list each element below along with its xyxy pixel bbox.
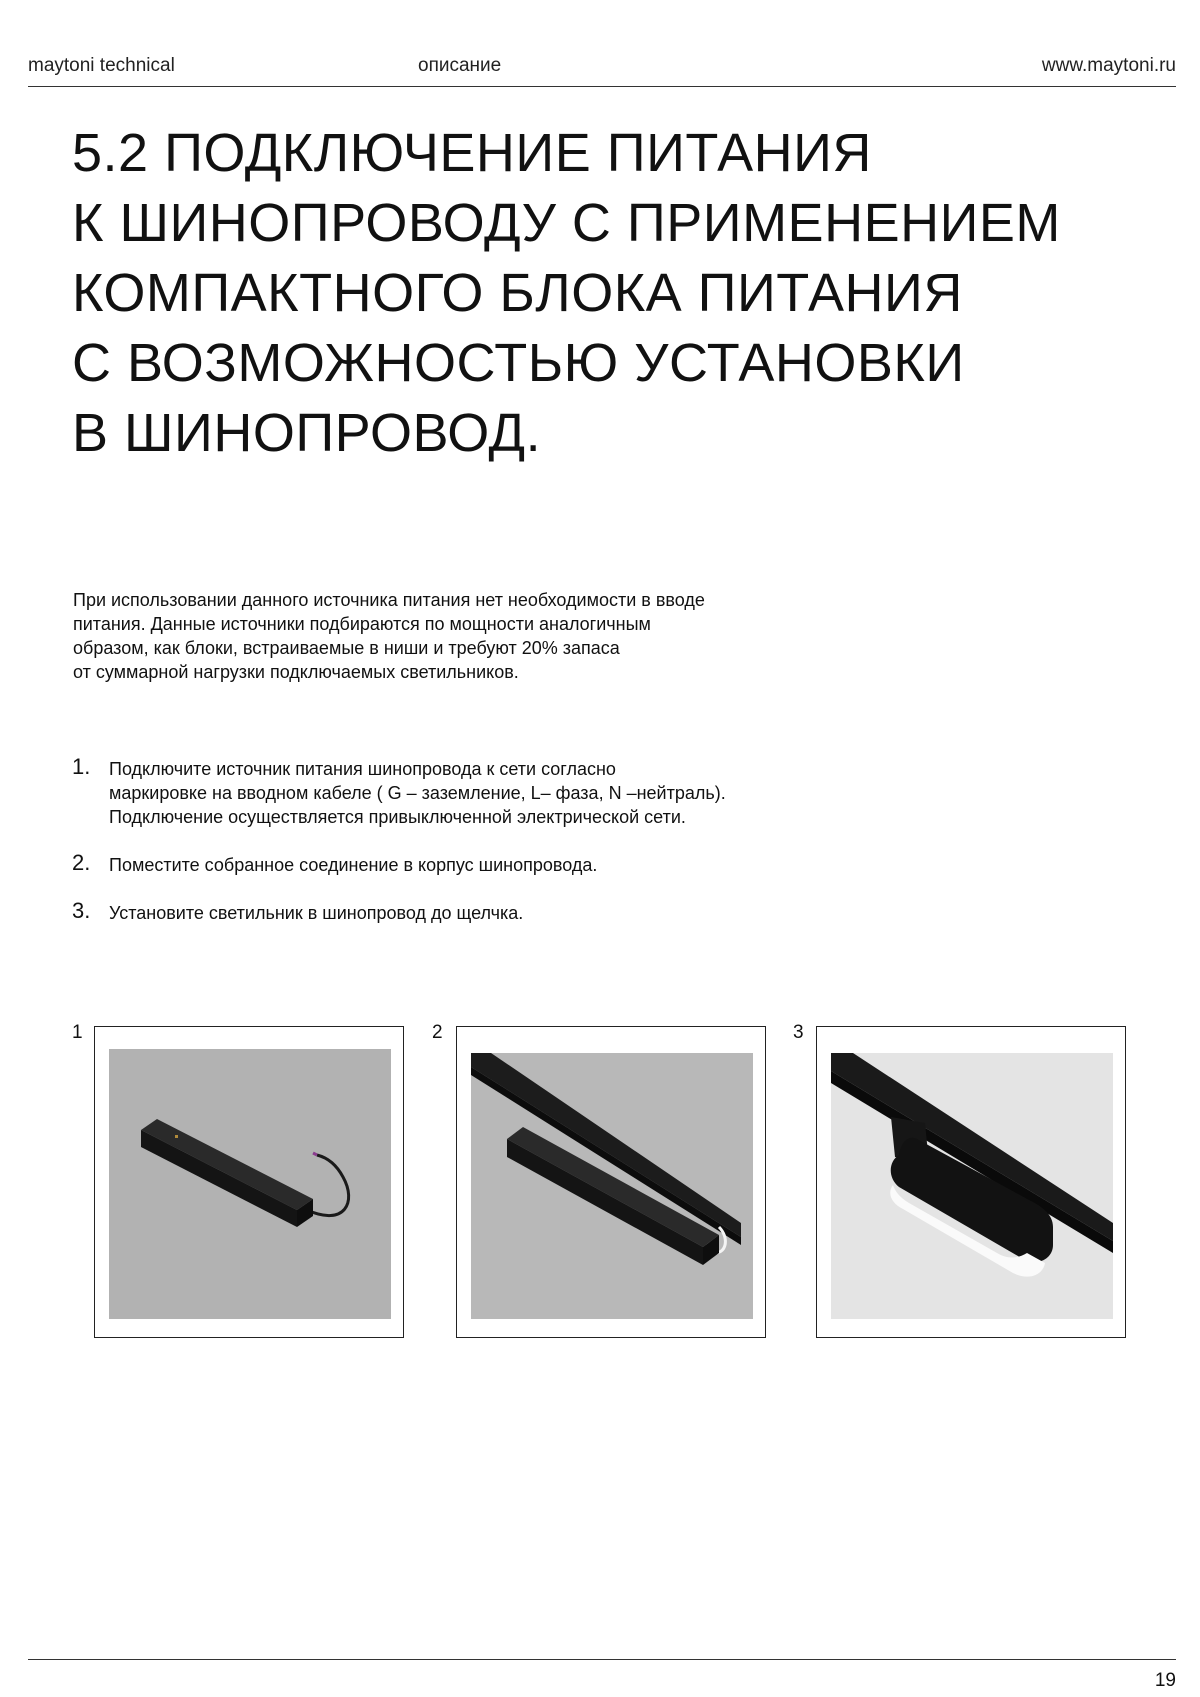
title-line: 5.2 ПОДКЛЮЧЕНИЕ ПИТАНИЯ <box>72 123 872 183</box>
header-section: описание <box>418 55 502 76</box>
figure-label: 3 <box>793 1022 804 1043</box>
step-text <box>109 901 1072 925</box>
step-line: маркировке на вводном кабеле ( G – заземление, L– фаза, N –нейтраль). <box>109 783 726 803</box>
power-unit-in-track-image <box>457 1027 767 1339</box>
step-text <box>109 757 1072 829</box>
power-unit-image <box>95 1027 405 1339</box>
steps-list <box>72 754 1072 949</box>
title-line: КОМПАКТНОГО БЛОКА ПИТАНИЯ <box>72 263 963 323</box>
step-line: Подключение осуществляется привыключенной электрической сети. <box>109 807 686 827</box>
title-line: С ВОЗМОЖНОСТЬЮ УСТАНОВКИ <box>72 333 965 393</box>
page-title <box>72 118 1172 468</box>
header-divider <box>28 86 1176 87</box>
title-line: К ШИНОПРОВОДУ С ПРИМЕНЕНИЕМ <box>72 193 1061 253</box>
step-line: Установите светильник в шинопровод до щелчка. <box>109 903 524 923</box>
footer-divider <box>28 1659 1176 1660</box>
intro-line: образом, как блоки, встраиваемые в ниши и требуют 20% запаса <box>73 638 620 658</box>
figure-3-frame <box>816 1026 1126 1338</box>
step-line: Подключите источник питания шинопровода к сети согласно <box>109 759 616 779</box>
step-number: 1. <box>72 754 91 779</box>
step-item <box>72 898 1072 925</box>
step-number: 2. <box>72 850 91 875</box>
title-line: В ШИНОПРОВОД. <box>72 403 542 463</box>
figure-label: 1 <box>72 1022 83 1043</box>
intro-line: При использовании данного источника питания нет необходимости в вводе <box>73 590 705 610</box>
header-website-link[interactable]: www.maytoni.ru <box>1041 55 1176 76</box>
figure-label: 2 <box>432 1022 443 1043</box>
intro-line: от суммарной нагрузки подключаемых светильников. <box>73 662 519 682</box>
figure-2-frame <box>456 1026 766 1338</box>
step-line: Поместите собранное соединение в корпус шинопровода. <box>109 855 598 875</box>
step-item <box>72 754 1072 829</box>
page-number: 19 <box>1154 1670 1176 1691</box>
intro-paragraph <box>73 588 853 684</box>
step-text <box>109 853 1072 877</box>
header-brand: maytoni technical <box>28 55 175 76</box>
figure-1-frame <box>94 1026 404 1338</box>
luminaire-in-track-image <box>817 1027 1127 1339</box>
step-number: 3. <box>72 898 91 923</box>
step-item <box>72 850 1072 877</box>
intro-line: питания. Данные источники подбираются по мощности аналогичным <box>73 614 651 634</box>
